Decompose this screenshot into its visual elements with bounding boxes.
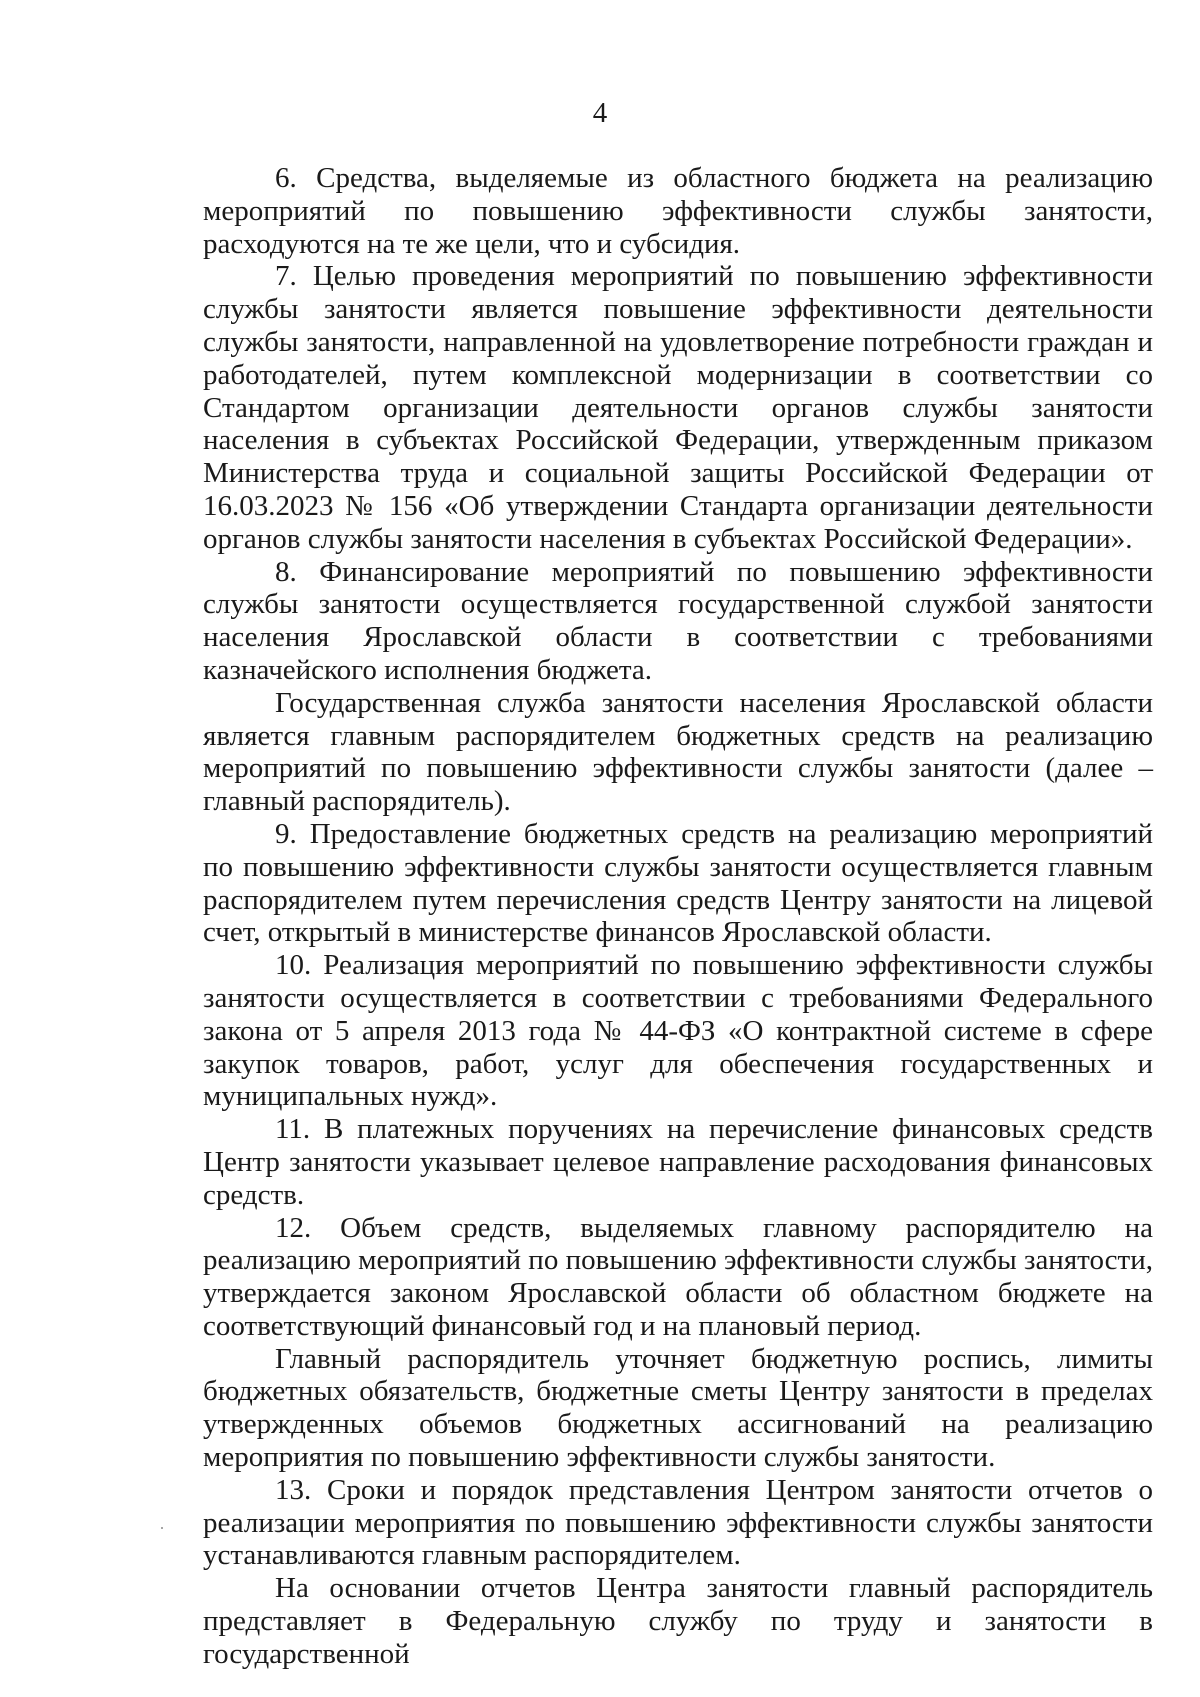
paragraph-13-continued: На основании отчетов Центра занятости главный распорядитель представляет в Федеральную службу по труду и занятости в государственной: [203, 1572, 1153, 1670]
page-number: 4: [592, 97, 608, 129]
paragraph-12: 12. Объем средств, выделяемых главному распорядителю на реализацию мероприятий по повышению эффективности службы занятости, утверждается законом Ярославской области об областном бюджете на соответствующий финансовый год и на плановый период.: [203, 1211, 1153, 1342]
paragraph-10: 10. Реализация мероприятий по повышению эффективности службы занятости осуществляется в соответствии с требованиями Федерального закона от 5 апреля 2013 года № 44-ФЗ «О контрактной системе в сфере закупок товаров, работ, услуг для обеспечения государственных и муниципальных нужд».: [203, 949, 1153, 1113]
paragraph-8: 8. Финансирование мероприятий по повышению эффективности службы занятости осуществляется государственной службой занятости населения Ярославской области в соответствии с требованиями казначейского исполнения бюджета.: [203, 555, 1153, 686]
paragraph-7: 7. Целью проведения мероприятий по повышению эффективности службы занятости является повышение эффективности деятельности службы занятости, направленной на удовлетворение потребности граждан и работодателей, путем комплексной модернизации в соответствии со Стандартом организации деятельности органов службы занятости населения в субъектах Российской Федерации, утвержденным приказом Министерства труда и социальной защиты Российской Федерации от 16.03.2023 № 156 «Об утверждении Стандарта организации деятельности органов службы занятости населения в субъектах Российской Федерации».: [203, 260, 1153, 555]
paragraph-9: 9. Предоставление бюджетных средств на реализацию мероприятий по повышению эффективности службы занятости осуществляется главным распорядителем путем перечисления средств Центру занятости на лицевой счет, открытый в министерстве финансов Ярославской области.: [203, 817, 1153, 949]
paragraph-11: 11. В платежных поручениях на перечисление финансовых средств Центр занятости указывает целевое направление расходования финансовых средств.: [203, 1113, 1153, 1211]
paragraph-12-continued: Главный распорядитель уточняет бюджетную роспись, лимиты бюджетных обязательств, бюджетные сметы Центру занятости в пределах утвержденных объемов бюджетных ассигнований на реализацию мероприятия по повышению эффективности службы занятости.: [203, 1342, 1153, 1474]
document-body: [203, 162, 1153, 1671]
paragraph-8-continued: Государственная служба занятости населения Ярославской области является главным распорядителем бюджетных средств на реализацию мероприятий по повышению эффективности службы занятости (далее – главный распорядитель).: [203, 686, 1153, 818]
scan-speck: [161, 1527, 163, 1529]
paragraph-6: 6. Средства, выделяемые из областного бюджета на реализацию мероприятий по повышению эффективности службы занятости, расходуются на те же цели, что и субсидия.: [203, 162, 1153, 260]
paragraph-13: 13. Сроки и порядок представления Центром занятости отчетов о реализации мероприятия по повышению эффективности службы занятости устанавливаются главным распорядителем.: [203, 1473, 1153, 1572]
